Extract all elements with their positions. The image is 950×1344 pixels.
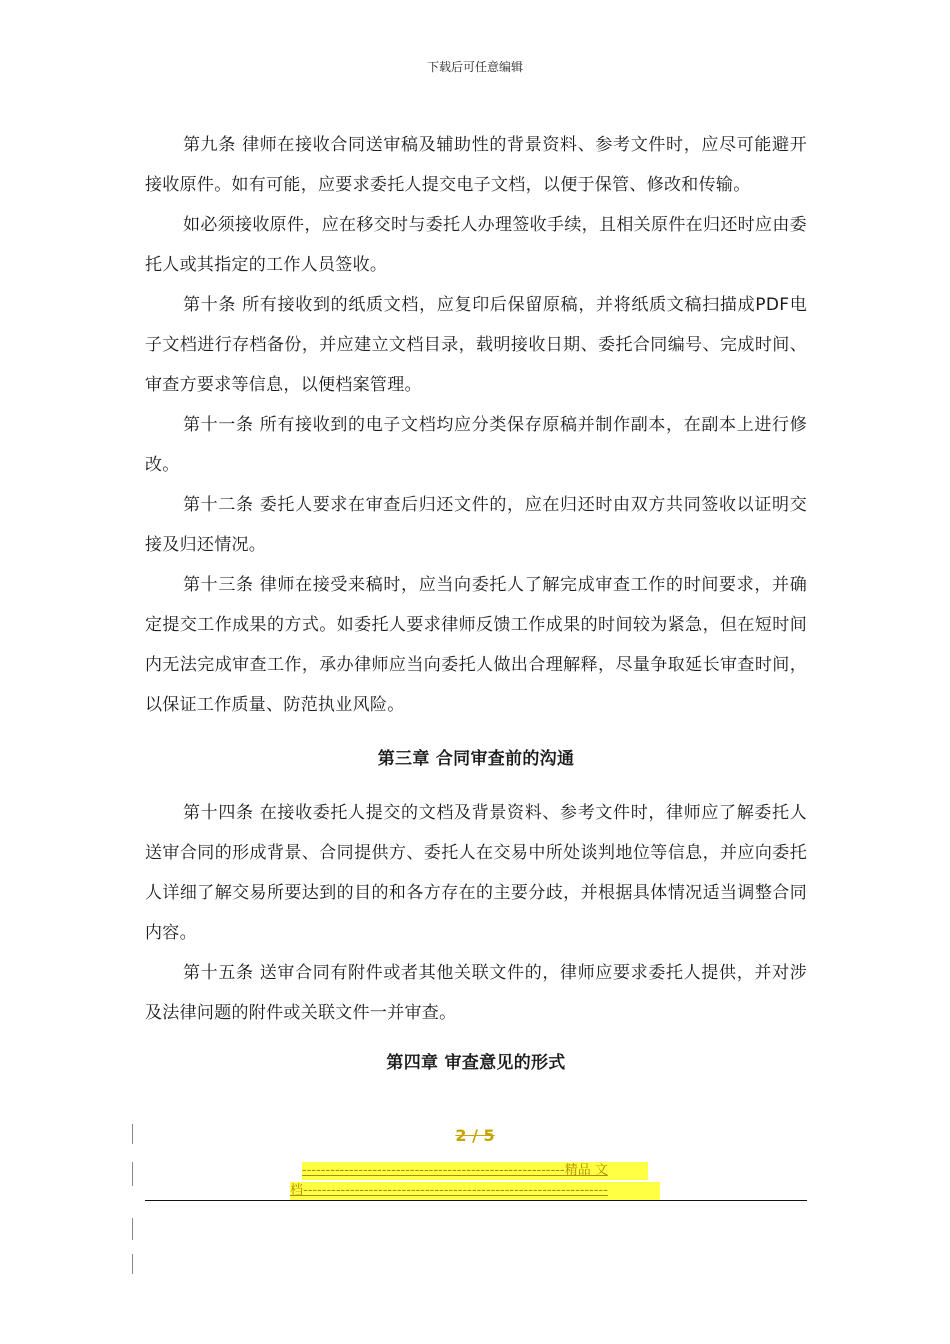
footer-divider xyxy=(145,1200,807,1201)
paragraph-article-11: 第十一条 所有接收到的电子文档均应分类保存原稿并制作副本，在副本上进行修改。 xyxy=(145,415,807,475)
page-number xyxy=(0,1126,950,1145)
paragraph-article-15: 第十五条 送审合同有附件或者其他关联文件的，律师应要求委托人提供，并对涉及法律问题的附件或关联文件一并审查。 xyxy=(145,963,807,1023)
margin-bar xyxy=(132,1162,133,1186)
paragraph-original-receipt: 如必须接收原件，应在移交时与委托人办理签收手续，且相关原件在归还时应由委托人或其指定的工作人员签收。 xyxy=(145,215,807,275)
chapter-3-heading: 第三章 合同审查前的沟通 xyxy=(377,749,575,769)
paragraph-article-13: 第十三条 律师在接受来稿时，应当向委托人了解完成审查工作的时间要求，并确定提交工作成果的方式。如委托人要求律师反馈工作成果的时间较为紧急，但在短时间内无法完成审查工作，承办律师应当向委托人做出合理解释，尽量争取延长审查时间，以保证工作质量、防范执业风险。 xyxy=(145,575,807,715)
watermark-line-2: 档----------------------------------------------------------------- xyxy=(290,1182,660,1200)
page-number-text: 2 / 5 xyxy=(455,1126,495,1145)
document-body xyxy=(145,125,807,1081)
chapter-4-heading: 第四章 审查意见的形式 xyxy=(386,1053,566,1073)
paragraph-article-14: 第十四条 在接收委托人提交的文档及背景资料、参考文件时，律师应了解委托人送审合同的形成背景、合同提供方、委托人在交易中所处谈判地位等信息，并应向委托人详细了解交易所要达到的目的和各方存在的主要分歧，并根据具体情况适当调整合同内容。 xyxy=(145,803,807,943)
paragraph-article-10: 第十条 所有接收到的纸质文档，应复印后保留原稿，并将纸质文稿扫描成PDF电子文档进行存档备份，并应建立文档目录，载明接收日期、委托合同编号、完成时间、审查方要求等信息，以便档案管理。 xyxy=(145,295,807,395)
margin-bar xyxy=(132,1218,133,1240)
watermark-line-1: --------------------------------------------------------精品 文 xyxy=(302,1162,648,1180)
page-footer xyxy=(0,1120,950,1290)
paragraph-article-9: 第九条 律师在接收合同送审稿及辅助性的背景资料、参考文件时，应尽可能避开接收原件。如有可能，应要求委托人提交电子文档，以便于保管、修改和传输。 xyxy=(145,135,807,195)
paragraph-article-12: 第十二条 委托人要求在审查后归还文件的，应在归还时由双方共同签收以证明交接及归还情况。 xyxy=(145,495,807,555)
page-header: 下载后可任意编辑 xyxy=(426,60,523,74)
margin-bar xyxy=(132,1254,133,1274)
